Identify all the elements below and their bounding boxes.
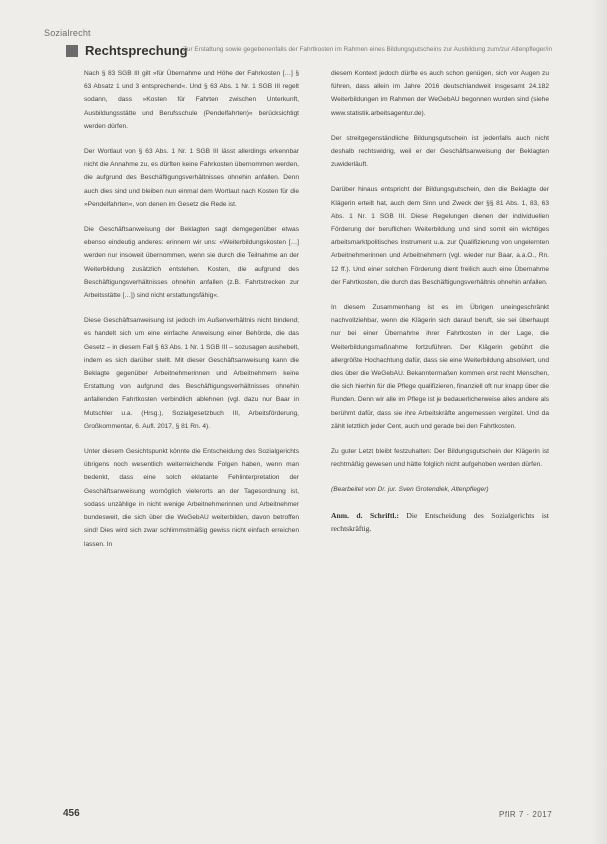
paragraph: Der Wortlaut von § 63 Abs. 1 Nr. 1 SGB III lässt allerdings erkennbar nicht die Annahme zu, es dürften keine Fahrkosten übernommen werden, die aufgrund des Beschäftigungsverhältnisses ohnehin anfallen. Denn auch dies sind und bleiben nun einmal dem Wortlaut nach Kosten für die »Pendelfahrten«, von denen im Gesetz die Rede ist. [84,148,299,208]
author-line: (Bearbeitet von Dr. jur. Sven Grotendiek, Altenpfleger) [331,486,489,494]
left-column [84,67,299,563]
note-text: Die Entscheidung des Sozialgerichts ist rechtskräftig. [331,510,549,534]
paragraph: diesem Kontext jedoch dürfte es auch schon genügen, sich vor Augen zu führen, dass allein im Jahre 2016 deutschlandweit insgesamt 24.182 Weiterbildungen im Rahmen der WeGebAU begonnen wurden sind (siehe www.statistik.arbeitsagentur.de). [331,70,549,117]
page-number: 456 [63,808,80,819]
paragraph: Der streitgegenständliche Bildungsgutschein ist jedenfalls auch nicht deshalb rechtswidrig, weil er der Geschäftsanweisung der Beklagten zuwiderläuft. [331,134,549,169]
header-title: Rechtsprechung [85,43,188,58]
page-fold-shadow [590,0,607,844]
paragraph: Die Geschäftsanweisung der Beklagten sagt demgegenüber etwas ebenso eindeutig anderes: erinnern wir uns: »Weiterbildungskosten […] werden nur insoweit übernommen, wenn sie durch die Teilnahme an der Weiterbildung zusätzlich entstehen. Kosten, die aufgrund des Beschäftigungsverhältnisses ohnehin anfallen (z.B. Fahrtstrecken zur Arbeitsstätte […]) sind nicht erstattungsfähig«. [84,226,299,300]
header-subtitle: Zur Erstattung sowie gegebenenfalls der Fahrtkosten im Rahmen eines Bildungsgutscheins zur Ausbildung zum/zur Altenpfleger/in [183,46,553,53]
header-bar [66,45,78,57]
note-label: Anm. d. Schriftl.: [331,510,399,520]
page-header [66,44,586,58]
paragraph: In diesem Zusammenhang ist es im Übrigen uneingeschränkt nachvollziehbar, wenn die Klägerin sich darauf beruft, sie sei überhaupt nur bei einer Übernahme ihrer Fahrtkosten in der Lage, die Weiterbildungsmaßnahme fortzuführen. Der Klägerin gebührt die allergrößte Hochachtung dafür, dass sie eine Weiterbildung absolviert, und dies über die WeGebAU. Bekanntermaßen kommen erst recht Menschen, die sich hierhin für die Pflege qualifizieren, finanziell oft nur knapp über die Runden. Denn wir alle im Pflege ist je bedauerlicherweise alles andere als berühmt dafür, dass sie ihre Arbeitskräfte angemessen vergütet. Und da zählt letztlich jeder Cent, auch und gerade bei den Fahrtkosten. [331,304,549,430]
issue-label: PflR 7 · 2017 [499,810,553,819]
paragraph: Unter diesem Gesichtspunkt könnte die Entscheidung des Sozialgerichts übrigens noch wesentlich weiterreichende Folgen haben, wenn man bedenkt, dass eine solch eklatante Fehlinterpretation der Geschäftsanweisung womöglich vielerorts an der Tagesordnung ist, sodass unzählige in nicht wenige Arbeitnehmerinnen und Arbeitnehmer bundesweit, die sich über die WeGebAU weiterbilden, davon betroffen sind! Dies wird sich zwar schlimmstmäßig gewiss nicht einfach erreichen lassen. In [84,448,299,548]
right-column [331,67,549,548]
paragraph: Diese Geschäftsanweisung ist jedoch im Außenverhältnis nicht bindend; es handelt sich um eine einfache Anweisung einer Behörde, die das Gesetz – in diesem Fall § 63 Abs. 1 Nr. 1 SGB III – sozusagen aushebelt, indem es sich darüber stellt. Mit dieser Geschäftsanweisung kann die Beklagte gegenüber Arbeitnehmerinnen und Arbeitnehmern keine Erstattung von aufgrund des Beschäftigungsverhältnisses ohnehin anfallenden Fahrtkosten verbindlich ablehnen (vgl. dazu nur Baar in Mutschler u.a. (Hrsg.), Sozialgesetzbuch III, Arbeitsförderung, Großkommentar, 6. Aufl. 2017, § 81 Rn. 4). [84,317,299,430]
paragraph: Darüber hinaus entspricht der Bildungsgutschein, den die Beklagte der Klägerin erteilt hat, auch dem Sinn und Zweck der §§ 81 Abs. 1, 83, 63 Abs. 1 Nr. 1 SGB III. Diese Regelungen dienen der individuellen Förderung der beruflichen Weiterbildung und sind somit ein wichtiges arbeitsmarktpolitisches Instrument u.a. zur Qualifizierung von ungelernten Arbeitnehmerinnen und Arbeitnehmern (vgl. wieder nur Baar, a.a.O., Rn. 12 ff.). Und einer solchen Förderung dient freilich auch eine Übernahme der Fahrtkosten, die durch das Beschäftigungsverhältnis ohnehin anfallen. [331,186,549,286]
paragraph: Nach § 83 SGB III gilt »für Übernahme und Höhe der Fahrkosten […] § 63 Absatz 1 und 3 entsprechend«. Und § 63 Abs. 1 Nr. 1 SGB III regelt sodann, dass »Kosten für Fahrten zwischen Unterkunft, Ausbildungsstätte und Berufsschule (Pendelfahrten)« berücksichtigt werden dürfen. [84,70,299,130]
editor-note [331,509,549,536]
section-label: Sozialrecht [44,28,91,38]
paragraph: Zu guter Letzt bleibt festzuhalten: Der Bildungsgutschein der Klägerin ist rechtmäßig gewesen und hätte folglich nicht aufgehoben werden dürfen. [331,448,549,469]
